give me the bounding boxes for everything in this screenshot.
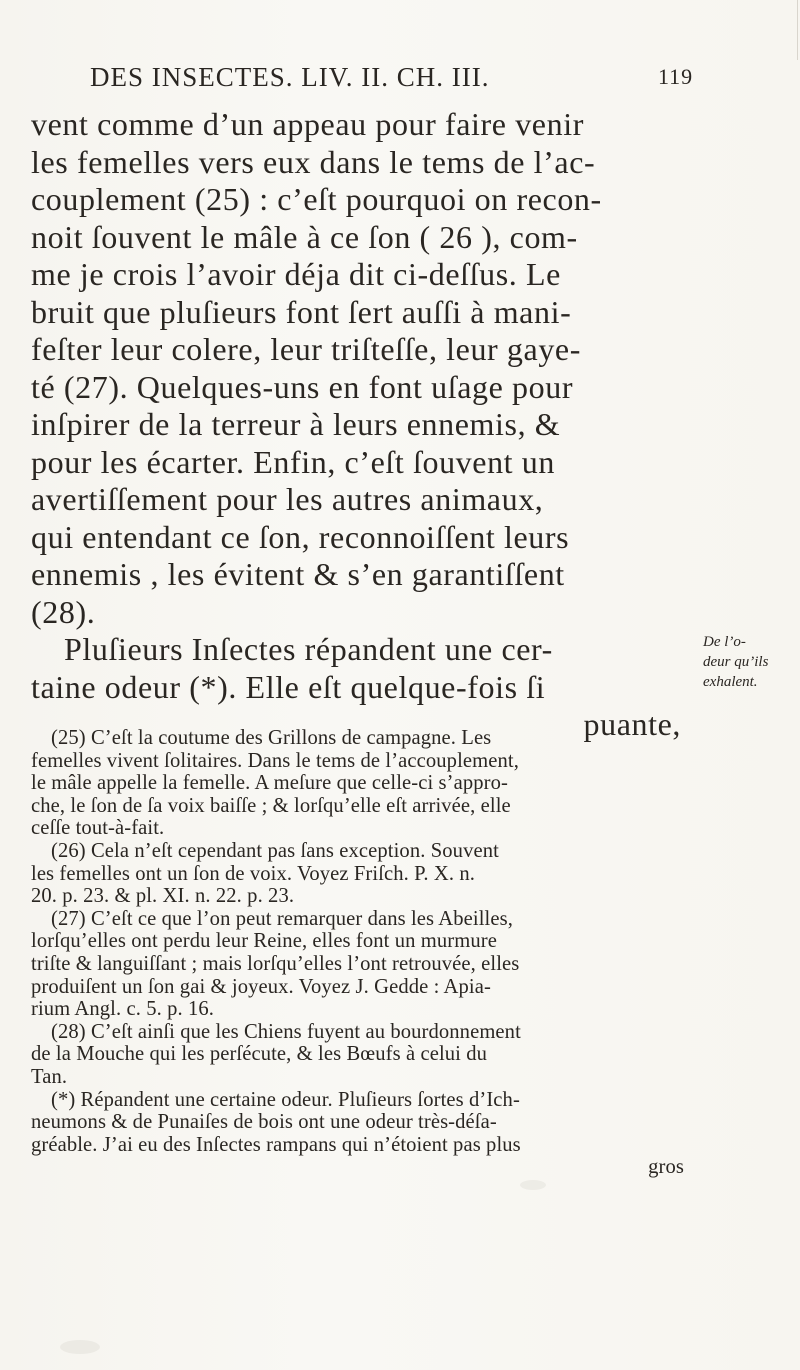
page-edge-rule bbox=[797, 0, 798, 60]
footnote-line: les femelles ont un ſon de voix. Voyez Friſch. P. X. n. bbox=[31, 862, 476, 885]
footnote-line: (28) C’eſt ainſi que les Chiens fuyent au bourdonnement bbox=[51, 1020, 521, 1043]
footnote-line: le mâle appelle la femelle. A meſure que celle-ci s’appro- bbox=[31, 772, 508, 795]
footnote-line: Tan. bbox=[31, 1065, 68, 1088]
main-text-block bbox=[31, 106, 681, 744]
main-line: vent comme d’un appeau pour faire venir bbox=[31, 106, 584, 142]
main-line: taine odeur (*). Elle eſt quelque-fois ſi bbox=[31, 668, 546, 705]
footnote-line: che, le ſon de ſa voix baiſſe ; & lorſqu’elle eſt arrivée, elle bbox=[31, 794, 511, 817]
main-line: (28). bbox=[31, 593, 96, 630]
main-line: bruit que pluſieurs font ſert auſſi à mani- bbox=[31, 293, 572, 330]
margin-note bbox=[703, 632, 798, 692]
footnote-line: gros bbox=[648, 1156, 684, 1179]
main-line: puante, bbox=[583, 706, 681, 742]
paper-smudge bbox=[60, 1340, 100, 1354]
footnote-line: de la Mouche qui les perſécute, & les Bœufs à celui du bbox=[31, 1043, 488, 1066]
margin-note-line: exhalent. bbox=[703, 674, 758, 690]
page-number: 119 bbox=[658, 64, 694, 89]
footnote-line: (25) C’eſt la coutume des Grillons de campagne. Les bbox=[51, 727, 492, 749]
paper-smudge bbox=[520, 1180, 546, 1190]
footnote-line: rium Angl. c. 5. p. 16. bbox=[31, 998, 215, 1021]
main-line: feſter leur colere, leur triſteſſe, leur gaye- bbox=[31, 331, 581, 367]
footnote-line: (26) Cela n’eſt cependant pas ſans exception. Souvent bbox=[51, 839, 499, 862]
footnote-line: (27) C’eſt ce que l’on peut remarquer dans les Abeilles, bbox=[51, 907, 513, 930]
footnote-line: triſte & languiſſant ; mais lorſqu’elles l’ont retrouvée, elles bbox=[31, 952, 520, 975]
margin-note-line: deur qu’ils bbox=[703, 654, 769, 670]
footnote-line: gréable. J’ai eu des Inſectes rampans qui n’étoient pas plus bbox=[31, 1133, 521, 1156]
footnote-line: femelles vivent ſolitaires. Dans le tems de l’accouplement, bbox=[31, 749, 519, 772]
running-header bbox=[90, 62, 710, 93]
main-line: Pluſieurs Inſectes répandent une cer- bbox=[64, 631, 553, 667]
running-title: DES INSECTES. LIV. II. CH. III. bbox=[90, 62, 490, 92]
footnote-line: ceſſe tout-à-fait. bbox=[31, 817, 165, 840]
margin-note-line: De l’o- bbox=[703, 634, 746, 650]
main-line: couplement (25) : c’eſt pourquoi on recon- bbox=[31, 181, 602, 217]
main-line: ennemis , les évitent & s’en garantiſſent bbox=[31, 556, 565, 592]
main-line: té (27). Quelques-uns en font uſage pour bbox=[31, 368, 574, 405]
main-line: avertiſſement pour les autres animaux, bbox=[31, 481, 544, 517]
footnote-line: 20. p. 23. & pl. XI. n. 22. p. 23. bbox=[31, 885, 295, 908]
footnote-line: (*) Répandent une certaine odeur. Pluſieurs ſortes d’Ich- bbox=[51, 1088, 520, 1111]
footnote-line: lorſqu’elles ont perdu leur Reine, elles font un murmure bbox=[31, 930, 497, 953]
main-line: inſpirer de la terreur à leurs ennemis, & bbox=[31, 406, 561, 442]
main-line: me je crois l’avoir déja dit ci-deſſus. Le bbox=[31, 256, 561, 292]
main-line: noit ſouvent le mâle à ce ſon ( 26 ), com- bbox=[31, 218, 578, 255]
main-line: qui entendant ce ſon, reconnoiſſent leurs bbox=[31, 518, 570, 555]
footnotes-block bbox=[31, 727, 686, 1179]
footnote-line: produiſent un ſon gai & joyeux. Voyez J. Gedde : Apia- bbox=[31, 975, 491, 998]
main-line: pour les écarter. Enfin, c’eſt ſouvent un bbox=[31, 443, 555, 480]
main-line: les femelles vers eux dans le tems de l’ac- bbox=[31, 143, 596, 180]
footnote-line: neumons & de Punaiſes de bois ont une odeur très-déſa- bbox=[31, 1111, 497, 1134]
